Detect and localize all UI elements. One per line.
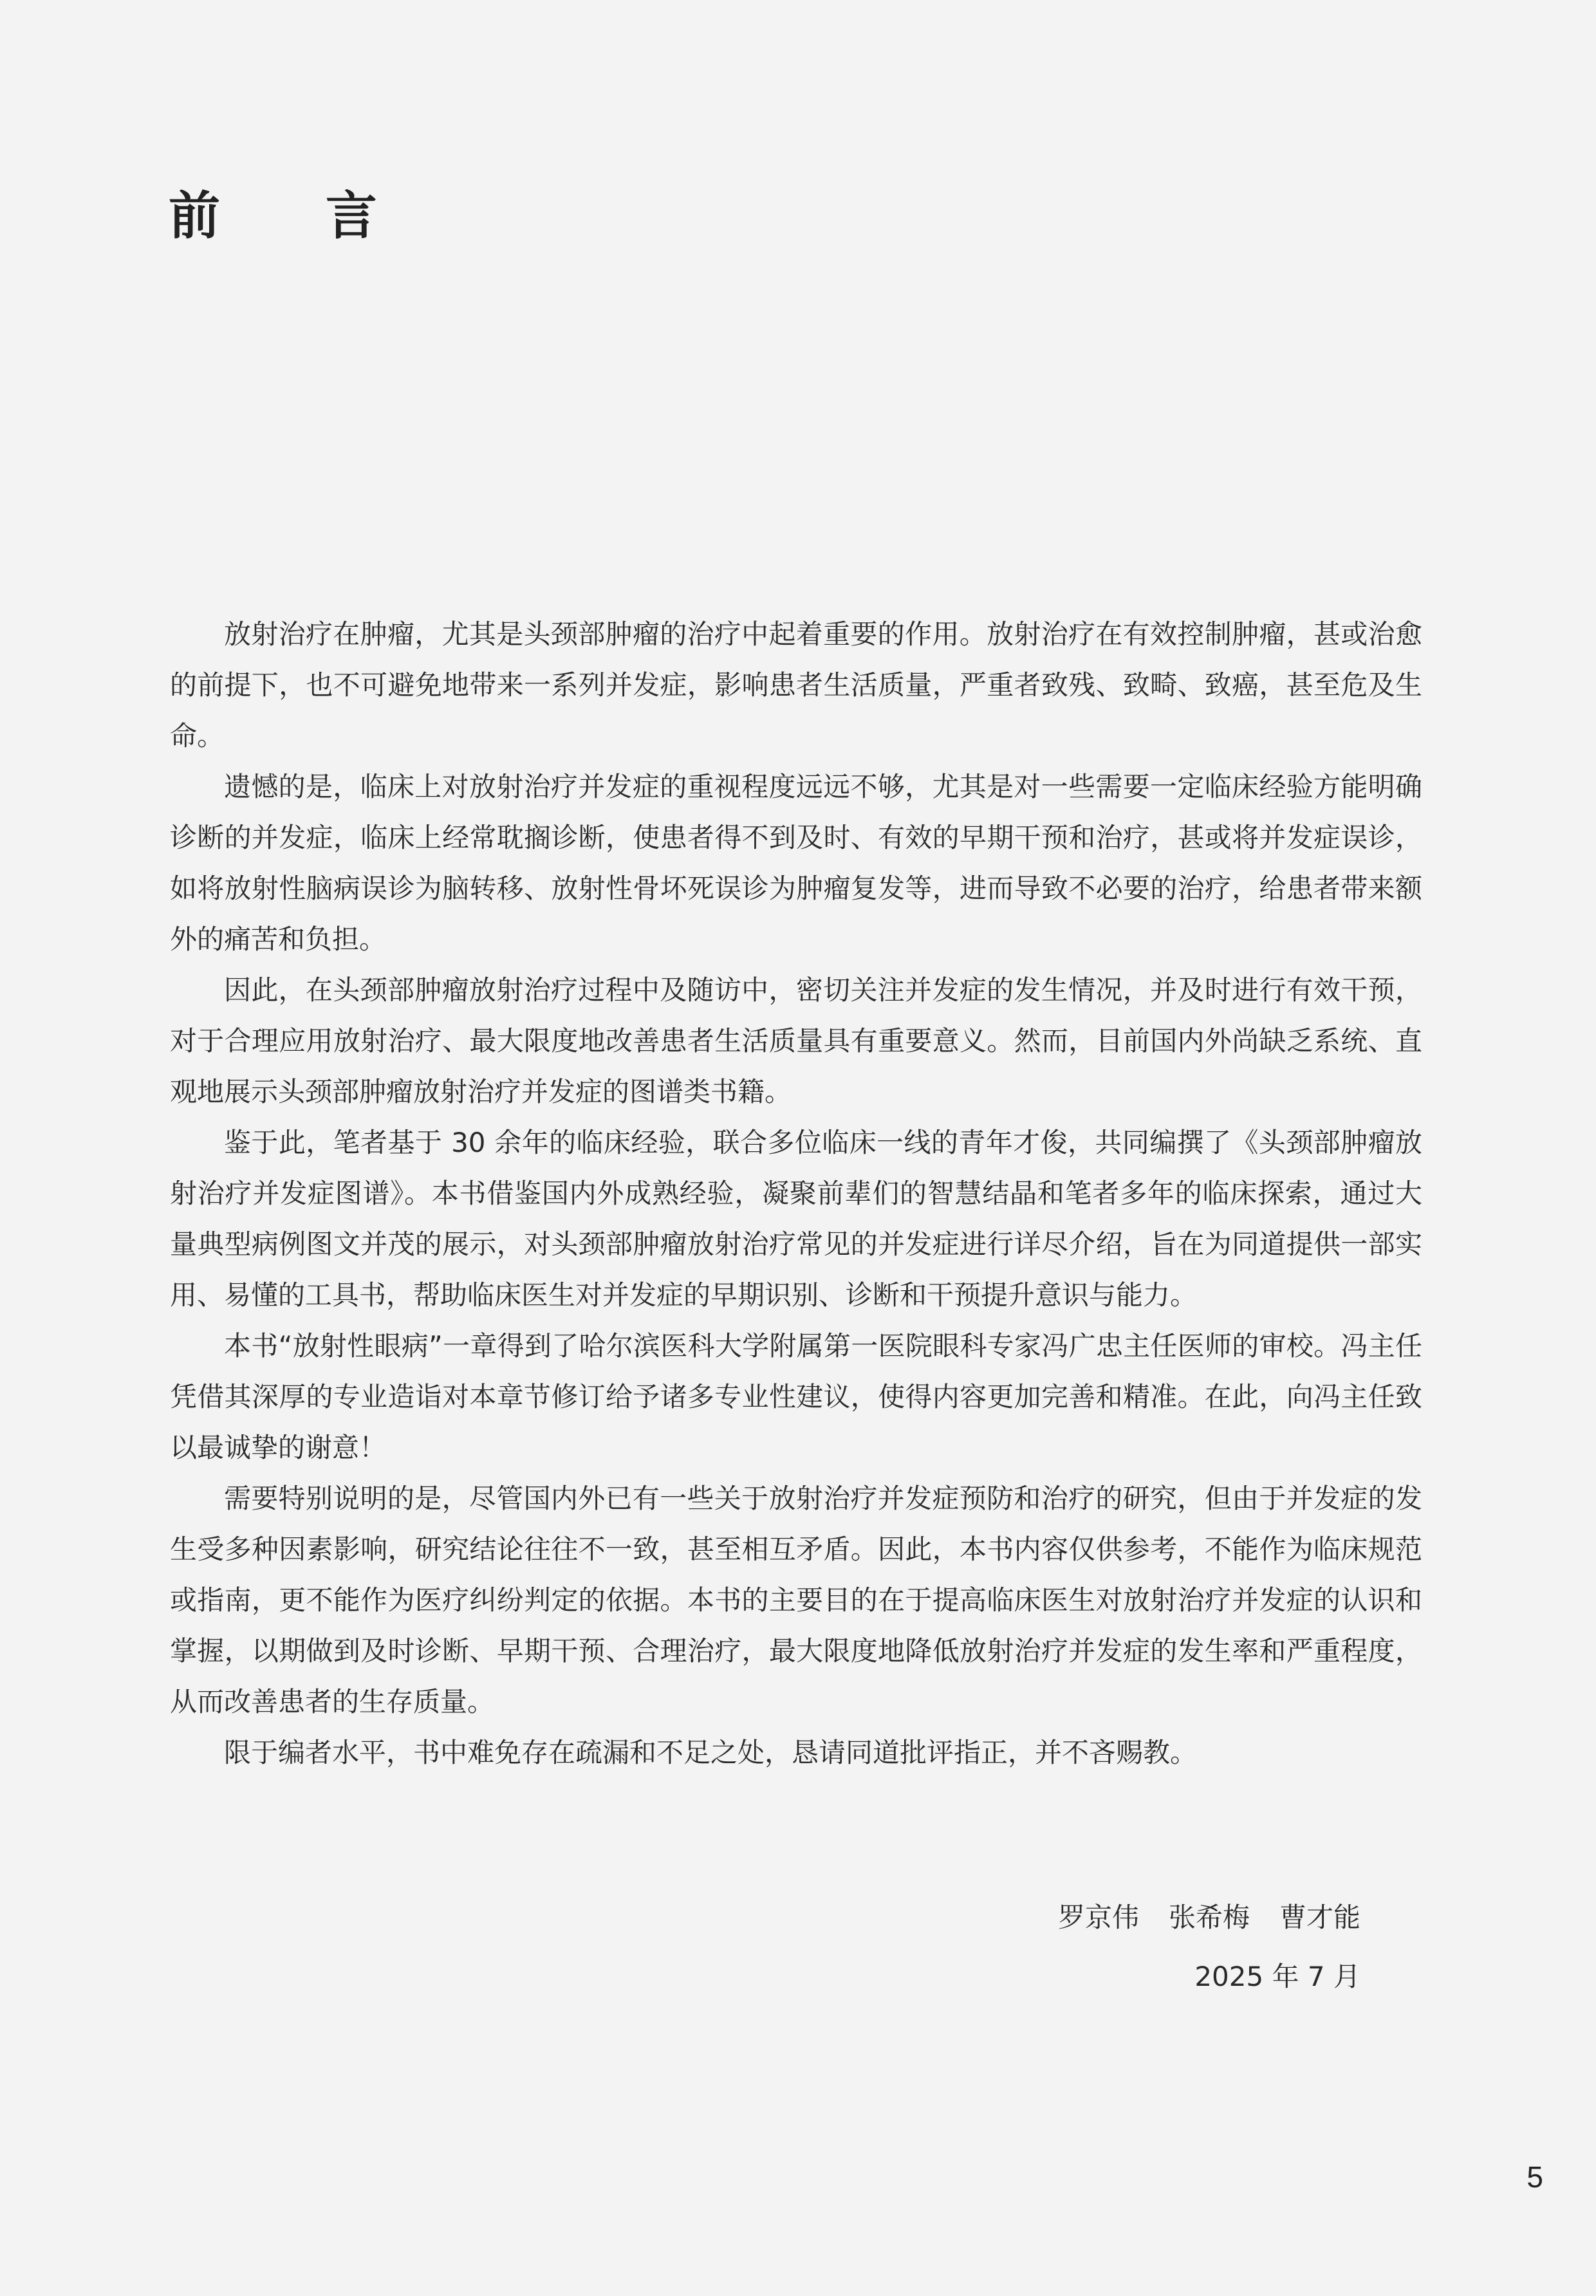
preface-paragraph-4: 鉴于此，笔者基于 30 余年的临床经验，联合多位临床一线的青年才俊，共同编撰了《头颈部肿瘤放射治疗并发症图谱》。本书借鉴国内外成熟经验，凝聚前辈们的智慧结晶和笔者多年的临床探索，通过大量典型病例图文并茂的展示，对头颈部肿瘤放射治疗常见的并发症进行详尽介绍，旨在为同道提供一部实用、易懂的工具书，帮助临床医生对并发症的早期识别、诊断和干预提升意识与能力。 xyxy=(170,1127,1422,1311)
preface-paragraph-3: 因此，在头颈部肿瘤放射治疗过程中及随访中，密切关注并发症的发生情况，并及时进行有效干预，对于合理应用放射治疗、最大限度地改善患者生活质量具有重要意义。然而，目前国内外尚缺乏系统、直观地展示头颈部肿瘤放射治疗并发症的图谱类书籍。 xyxy=(170,974,1422,1107)
author-name: 罗京伟 xyxy=(1057,1902,1139,1933)
preface-body xyxy=(170,609,1422,1778)
preface-paragraph-1: 放射治疗在肿瘤，尤其是头颈部肿瘤的治疗中起着重要的作用。放射治疗在有效控制肿瘤，甚或治愈的前提下，也不可避免地带来一系列并发症，影响患者生活质量，严重者致残、致畸、致癌，甚至危及生命。 xyxy=(170,618,1422,752)
signature-date: 2025 年 7 月 xyxy=(1194,1961,1360,1992)
page-number: 5 xyxy=(1526,2160,1543,2194)
page-title: 前 言 xyxy=(169,186,421,246)
author-names xyxy=(1058,1888,1360,1947)
author-name: 曹才能 xyxy=(1279,1902,1360,1933)
preface-paragraph-2: 遗憾的是，临床上对放射治疗并发症的重视程度远远不够，尤其是对一些需要一定临床经验方能明确诊断的并发症，临床上经常耽搁诊断，使患者得不到及时、有效的早期干预和治疗，甚或将并发症误诊，如将放射性脑病误诊为脑转移、放射性骨坏死误诊为肿瘤复发等，进而导致不必要的治疗，给患者带来额外的痛苦和负担。 xyxy=(170,771,1422,955)
preface-paragraph-6: 需要特别说明的是，尽管国内外已有一些关于放射治疗并发症预防和治疗的研究，但由于并发症的发生受多种因素影响，研究结论往往不一致，甚至相互矛盾。因此，本书内容仅供参考，不能作为临床规范或指南，更不能作为医疗纠纷判定的依据。本书的主要目的在于提高临床医生对放射治疗并发症的认识和掌握，以期做到及时诊断、早期干预、合理治疗，最大限度地降低放射治疗并发症的发生率和严重程度，从而改善患者的生存质量。 xyxy=(170,1483,1422,1717)
author-name: 张希梅 xyxy=(1168,1902,1250,1933)
preface-paragraph-5: 本书“放射性眼病”一章得到了哈尔滨医科大学附属第一医院眼科专家冯广忠主任医师的审校。冯主任凭借其深厚的专业造诣对本章节修订给予诸多专业性建议，使得内容更加完善和精准。在此，向冯主任致以最诚挚的谢意！ xyxy=(170,1330,1422,1463)
signature-block xyxy=(1058,1888,1360,2006)
preface-paragraph-7: 限于编者水平，书中难免存在疏漏和不足之处，恳请同道批评指正，并不吝赐教。 xyxy=(224,1737,1198,1768)
